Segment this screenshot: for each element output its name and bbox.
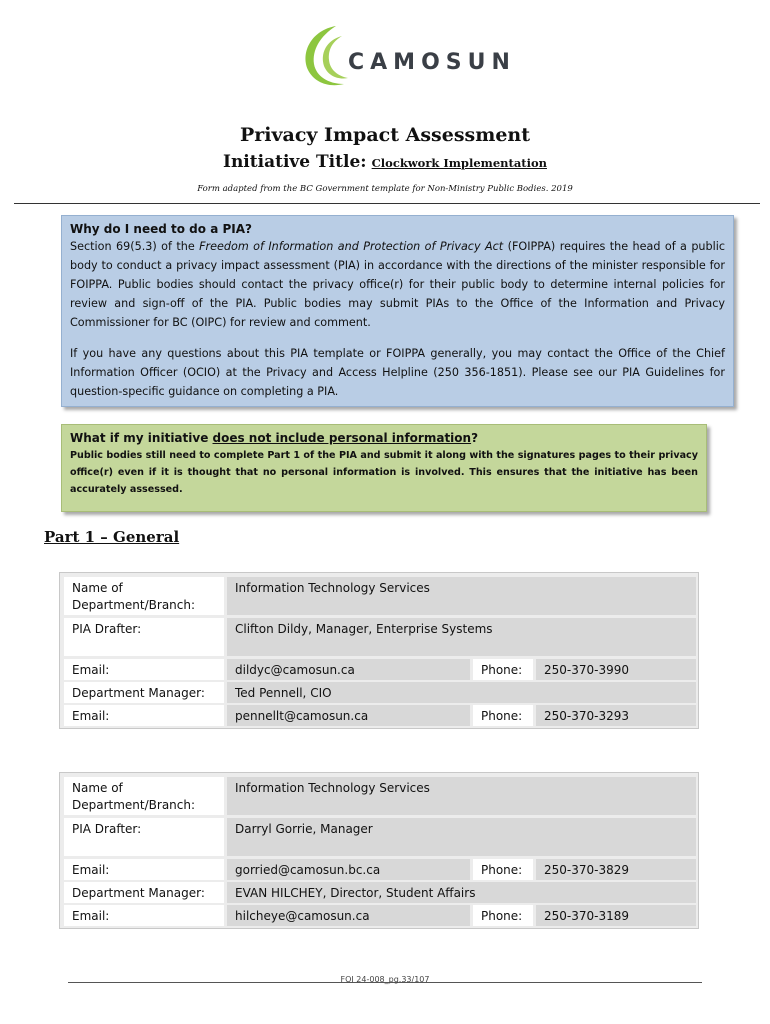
- drafter-email-label: Email:: [64, 859, 224, 880]
- initiative-label: Initiative Title:: [223, 152, 367, 172]
- drafter-label: PIA Drafter:: [64, 618, 224, 656]
- manager-email-label: Email:: [64, 905, 224, 926]
- why-pia-box: [61, 215, 734, 407]
- footer-page-ref: FOI 24-008_pg.33/107: [340, 975, 430, 984]
- header-divider: [14, 203, 760, 204]
- dept-value[interactable]: Information Technology Services: [227, 577, 696, 615]
- drafter-value[interactable]: Clifton Dildy, Manager, Enterprise Systems: [227, 618, 696, 656]
- dept-label: Name of Department/Branch:: [64, 577, 224, 615]
- document-title: Privacy Impact Assessment: [239, 124, 531, 146]
- manager-value[interactable]: Ted Pennell, CIO: [227, 682, 696, 703]
- logo-wordmark: CAMOSUN: [348, 50, 516, 75]
- drafter-email-value[interactable]: gorried@camosun.bc.ca: [227, 859, 470, 880]
- dept-label: Name of Department/Branch:: [64, 777, 224, 815]
- dept-value[interactable]: Information Technology Services: [227, 777, 696, 815]
- manager-value[interactable]: EVAN HILCHEY, Director, Student Affairs: [227, 882, 696, 903]
- why-paragraph-2: If you have any questions about this PIA template or FOIPPA generally, you may contact the Office of the Chief Information Officer (OCIO) at the Privacy and Access Helpline (250 356-1851). Please see our PIA Guidelines for question-specific guidance on completing a PIA.: [70, 347, 725, 398]
- no-personal-info-box: [61, 424, 707, 512]
- manager-label: Department Manager:: [64, 882, 224, 903]
- general-info-table-1: [59, 572, 699, 729]
- manager-phone-value[interactable]: 250-370-3189: [536, 905, 696, 926]
- manager-label: Department Manager:: [64, 682, 224, 703]
- manager-phone-label: Phone:: [473, 905, 533, 926]
- part1-heading: Part 1 – General: [44, 528, 180, 546]
- what-heading: What if my initiative does not include personal information?: [70, 431, 479, 445]
- drafter-value[interactable]: Darryl Gorrie, Manager: [227, 818, 696, 856]
- manager-phone-label: Phone:: [473, 705, 533, 726]
- camosun-logo: [298, 24, 516, 88]
- general-info-table-2: [59, 772, 699, 929]
- manager-email-value[interactable]: pennellt@camosun.ca: [227, 705, 470, 726]
- why-paragraph-1: Section 69(5.3) of the Freedom of Information and Protection of Privacy Act (FOIPPA) requires the head of a public body to conduct a privacy impact assessment (PIA) in accordance with the directions of the minister responsible for FOIPPA. Public bodies should contact the privacy office(r) for their public body to determine internal policies for review and sign-off of the PIA. Public bodies may submit PIAs to the Office of the Information and Privacy Commissioner for BC (OIPC) for review and comment.: [70, 240, 725, 329]
- adapted-note: Form adapted from the BC Government template for Non-Ministry Public Bodies. 2019: [197, 184, 573, 194]
- what-body: Public bodies still need to complete Part 1 of the PIA and submit it along with the signatures pages to their privacy office(r) even if it is thought that no personal information is involved. This ensures that the initiative has been accurately assessed.: [70, 450, 698, 495]
- manager-phone-value[interactable]: 250-370-3293: [536, 705, 696, 726]
- drafter-phone-value[interactable]: 250-370-3829: [536, 859, 696, 880]
- manager-email-label: Email:: [64, 705, 224, 726]
- initiative-title: [0, 152, 770, 172]
- why-heading: Why do I need to do a PIA?: [70, 222, 252, 236]
- manager-email-value[interactable]: hilcheye@camosun.ca: [227, 905, 470, 926]
- drafter-phone-label: Phone:: [473, 859, 533, 880]
- drafter-phone-label: Phone:: [473, 659, 533, 680]
- initiative-value: Clockwork Implementation: [371, 156, 547, 170]
- drafter-label: PIA Drafter:: [64, 818, 224, 856]
- drafter-email-value[interactable]: dildyc@camosun.ca: [227, 659, 470, 680]
- drafter-phone-value[interactable]: 250-370-3990: [536, 659, 696, 680]
- drafter-email-label: Email:: [64, 659, 224, 680]
